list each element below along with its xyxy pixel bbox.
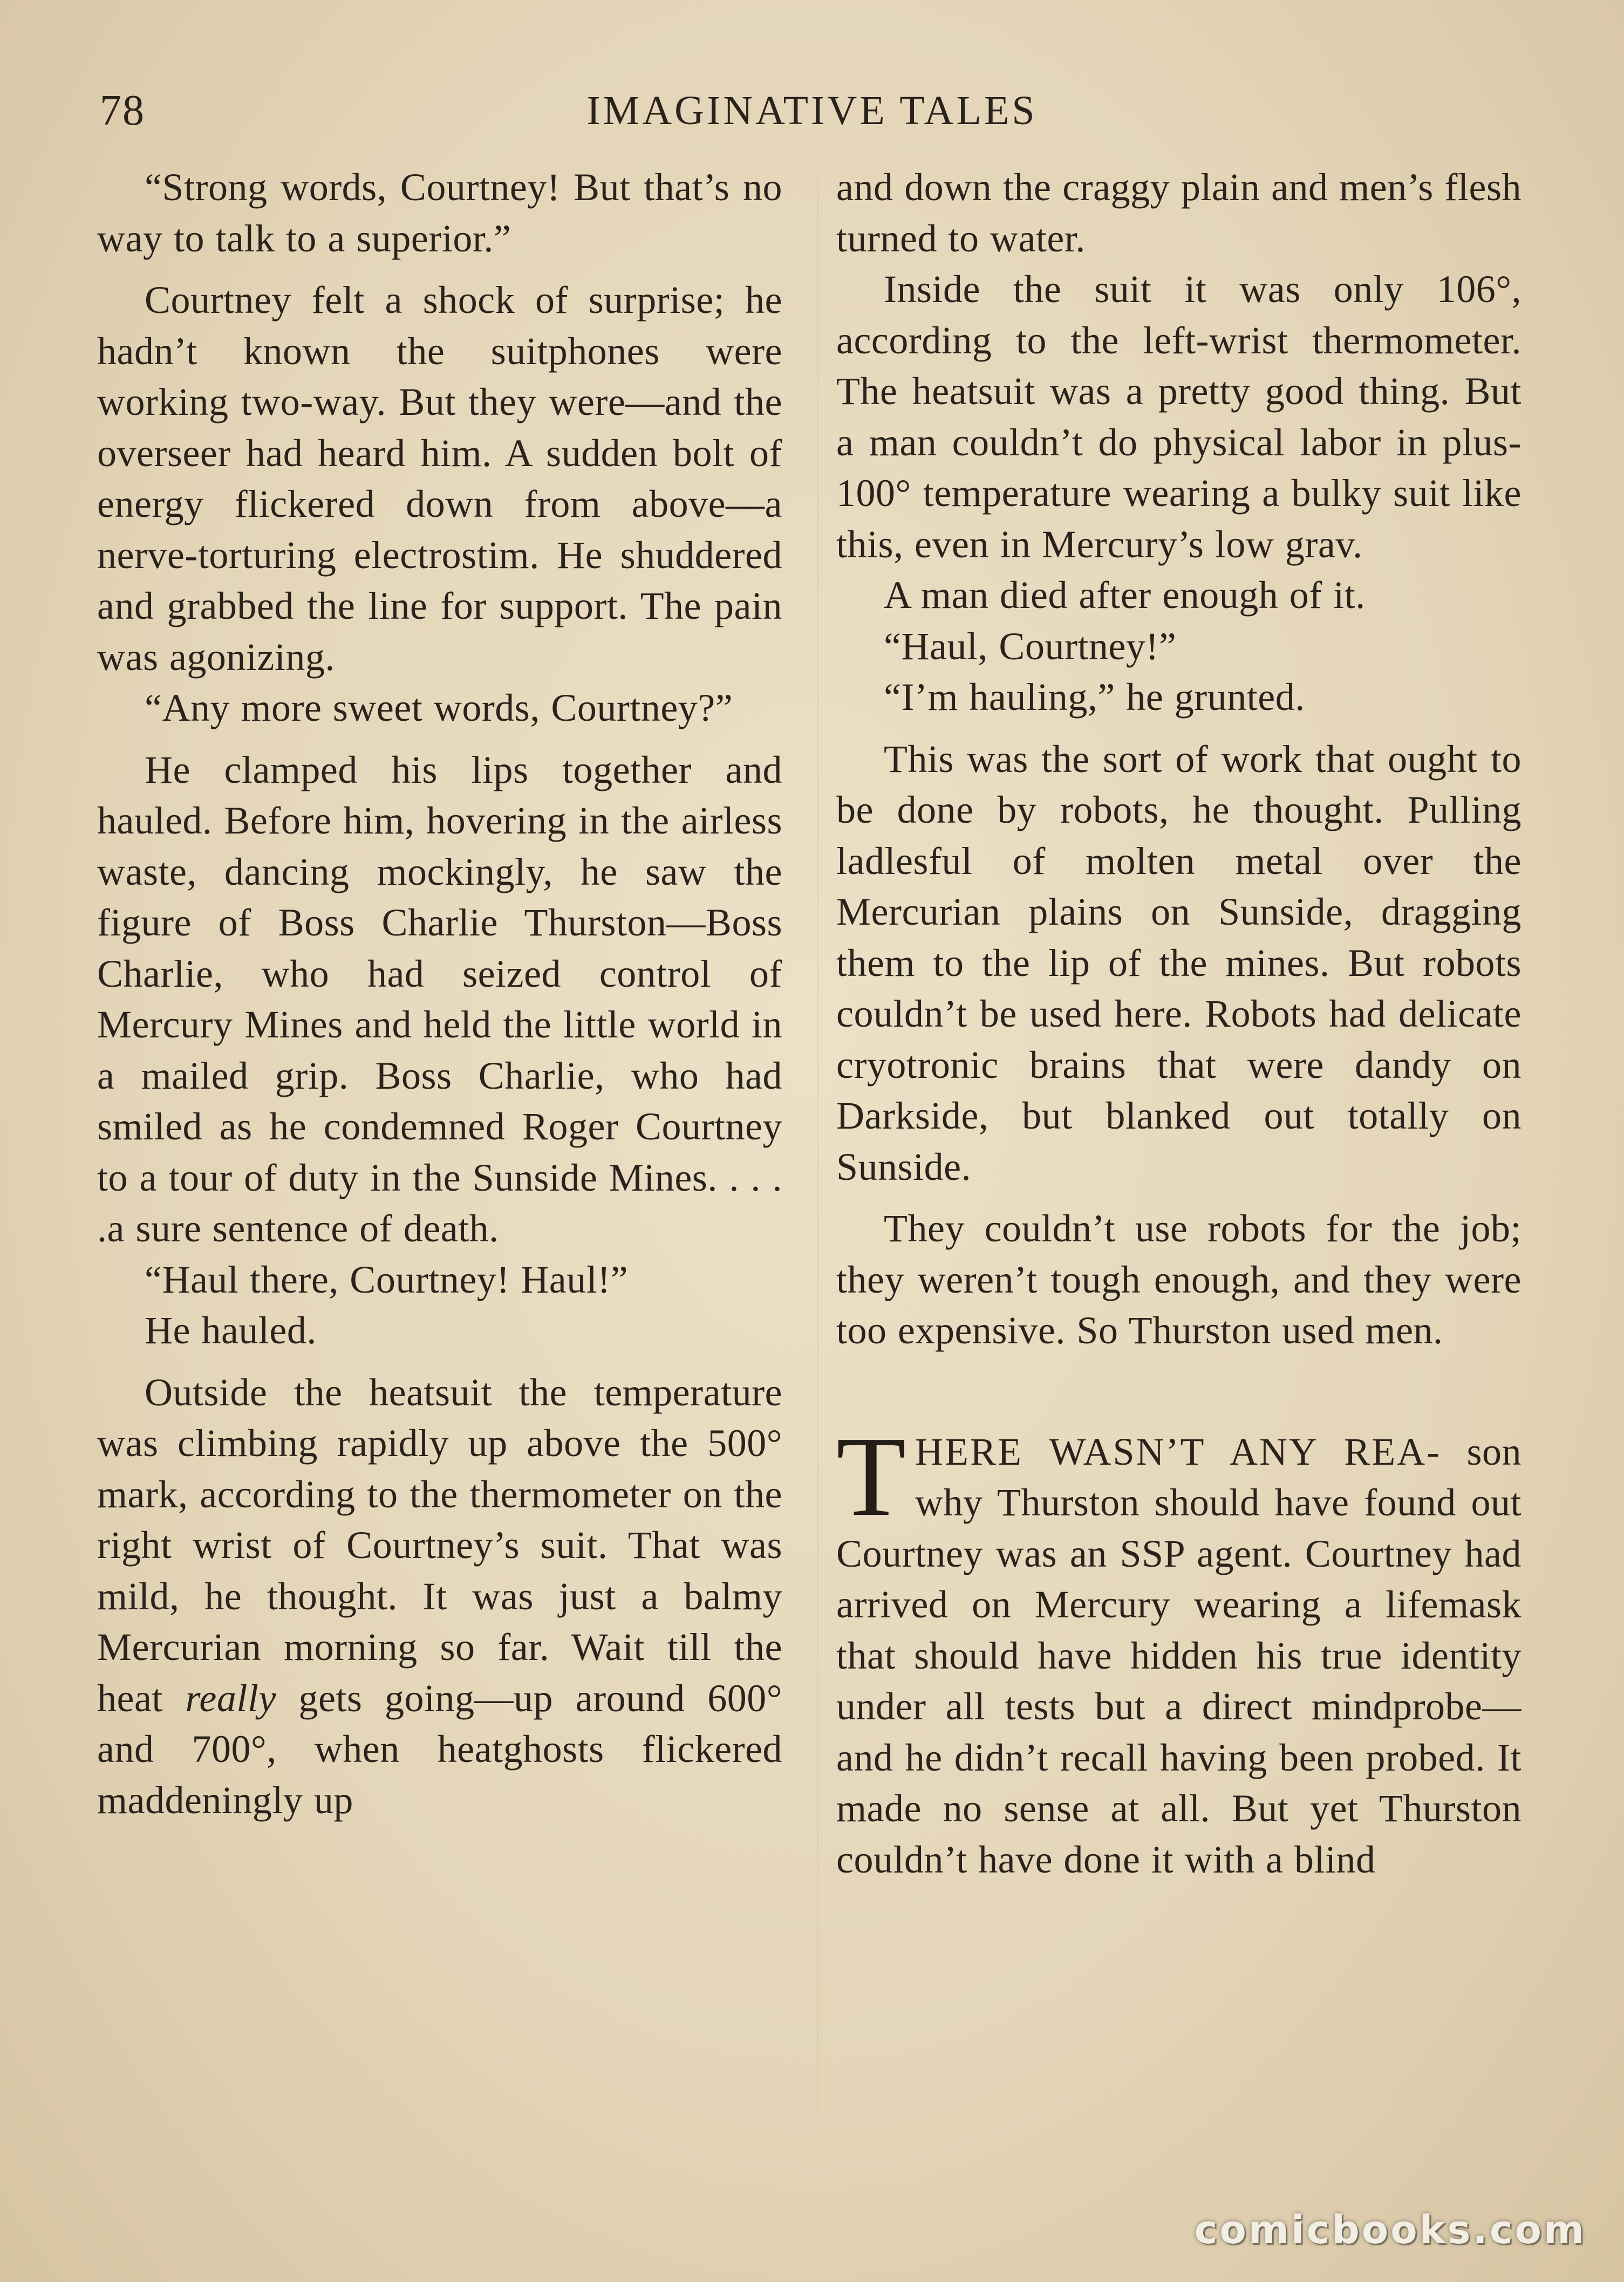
paragraph [97, 1367, 782, 1826]
page-number: 78 [100, 87, 145, 134]
paragraph: This was the sort of work that ought to be done by robots, he thought. Pulling ladlesful of molten metal over the Mercurian plains on Sunside, dragging them to the lip of the mines. But robots couldn’t be used here. Robots had delicate cryotronic brains that were dandy on Darkside, but blanked out totally on Sunside. [836, 737, 1521, 1188]
paragraph: He clamped his lips together and hauled. Before him, hovering in the airless waste, dancing mockingly, he saw the figure of Boss Charlie Thurston—Boss Charlie, who had seized control of Mercury Mines and held the little world in a mailed grip. Boss Charlie, who had smiled as he condemned Roger Courtney to a tour of duty in the Sunside Mines. . . . .a sure sentence of death. [97, 748, 782, 1250]
paragraph: “Any more sweet words, Courtney?” [145, 686, 733, 729]
paragraph: “Strong words, Courtney! But that’s no way to talk to a superior.” [97, 166, 782, 260]
column-gutter [817, 173, 818, 2115]
drop-cap: T [836, 1412, 906, 1540]
paragraph: They couldn’t use robots for the job; they weren’t tough enough, and they were too expensive. So Thurston used men. [836, 1207, 1521, 1352]
section-lead-in: HERE WASN’T ANY REA- [915, 1430, 1442, 1473]
paragraph-text: son why Thurston should have found out Courtney was an SSP agent. Courtney had arrived on Mercury wearing a lifemask that should have hidden his true identity under all tests but a direct mindprobe—and he didn’t recall having been probed. It made no sense at all. But yet Thurston couldn’t have done it with a blind [836, 1430, 1521, 1881]
paragraph-text: gets going—up around 600° and 700°, when heatghosts flickered maddeningly up [97, 1676, 783, 1822]
italic-emphasis: really [185, 1676, 276, 1720]
section-opening-paragraph [836, 1412, 1521, 1885]
paragraph: A man died after enough of it. [884, 573, 1366, 617]
left-column [97, 162, 782, 2126]
right-column [836, 162, 1521, 2126]
paragraph: “Haul there, Courtney! Haul!” [145, 1258, 629, 1301]
paragraph: Inside the suit it was only 106°, according to the left-wrist thermometer. The heatsuit was a pretty good thing. But a man couldn’t do physical labor in plus-100° temperature wearing a bulky suit like this, even in Mercury’s low grav. [836, 268, 1521, 566]
running-title: IMAGINATIVE TALES [586, 88, 1038, 133]
paragraph: “I’m hauling,” he grunted. [884, 675, 1305, 719]
paragraph: He hauled. [145, 1309, 317, 1352]
paragraph: and down the craggy plain and men’s flesh turned to water. [836, 166, 1521, 260]
paragraph-text: Outside the heatsuit the temperature was climbing rapidly up above the 500° mark, according to the thermometer on the right wrist of Courtney’s suit. That was mild, he thought. It was just a balmy Mercurian morning so far. Wait till the heat [97, 1370, 782, 1720]
paragraph: Courtney felt a shock of surprise; he hadn’t known the suitphones were working two-way. But they were—and the overseer had heard him. A sudden bolt of energy flickered down from above—a nerve-torturing electrostim. He shuddered and grabbed the line for support. The pain was agonizing. [97, 278, 782, 679]
page-header [100, 81, 1524, 140]
watermark: comicbooks.com [1194, 2207, 1586, 2252]
paragraph: “Haul, Courtney!” [884, 624, 1177, 668]
